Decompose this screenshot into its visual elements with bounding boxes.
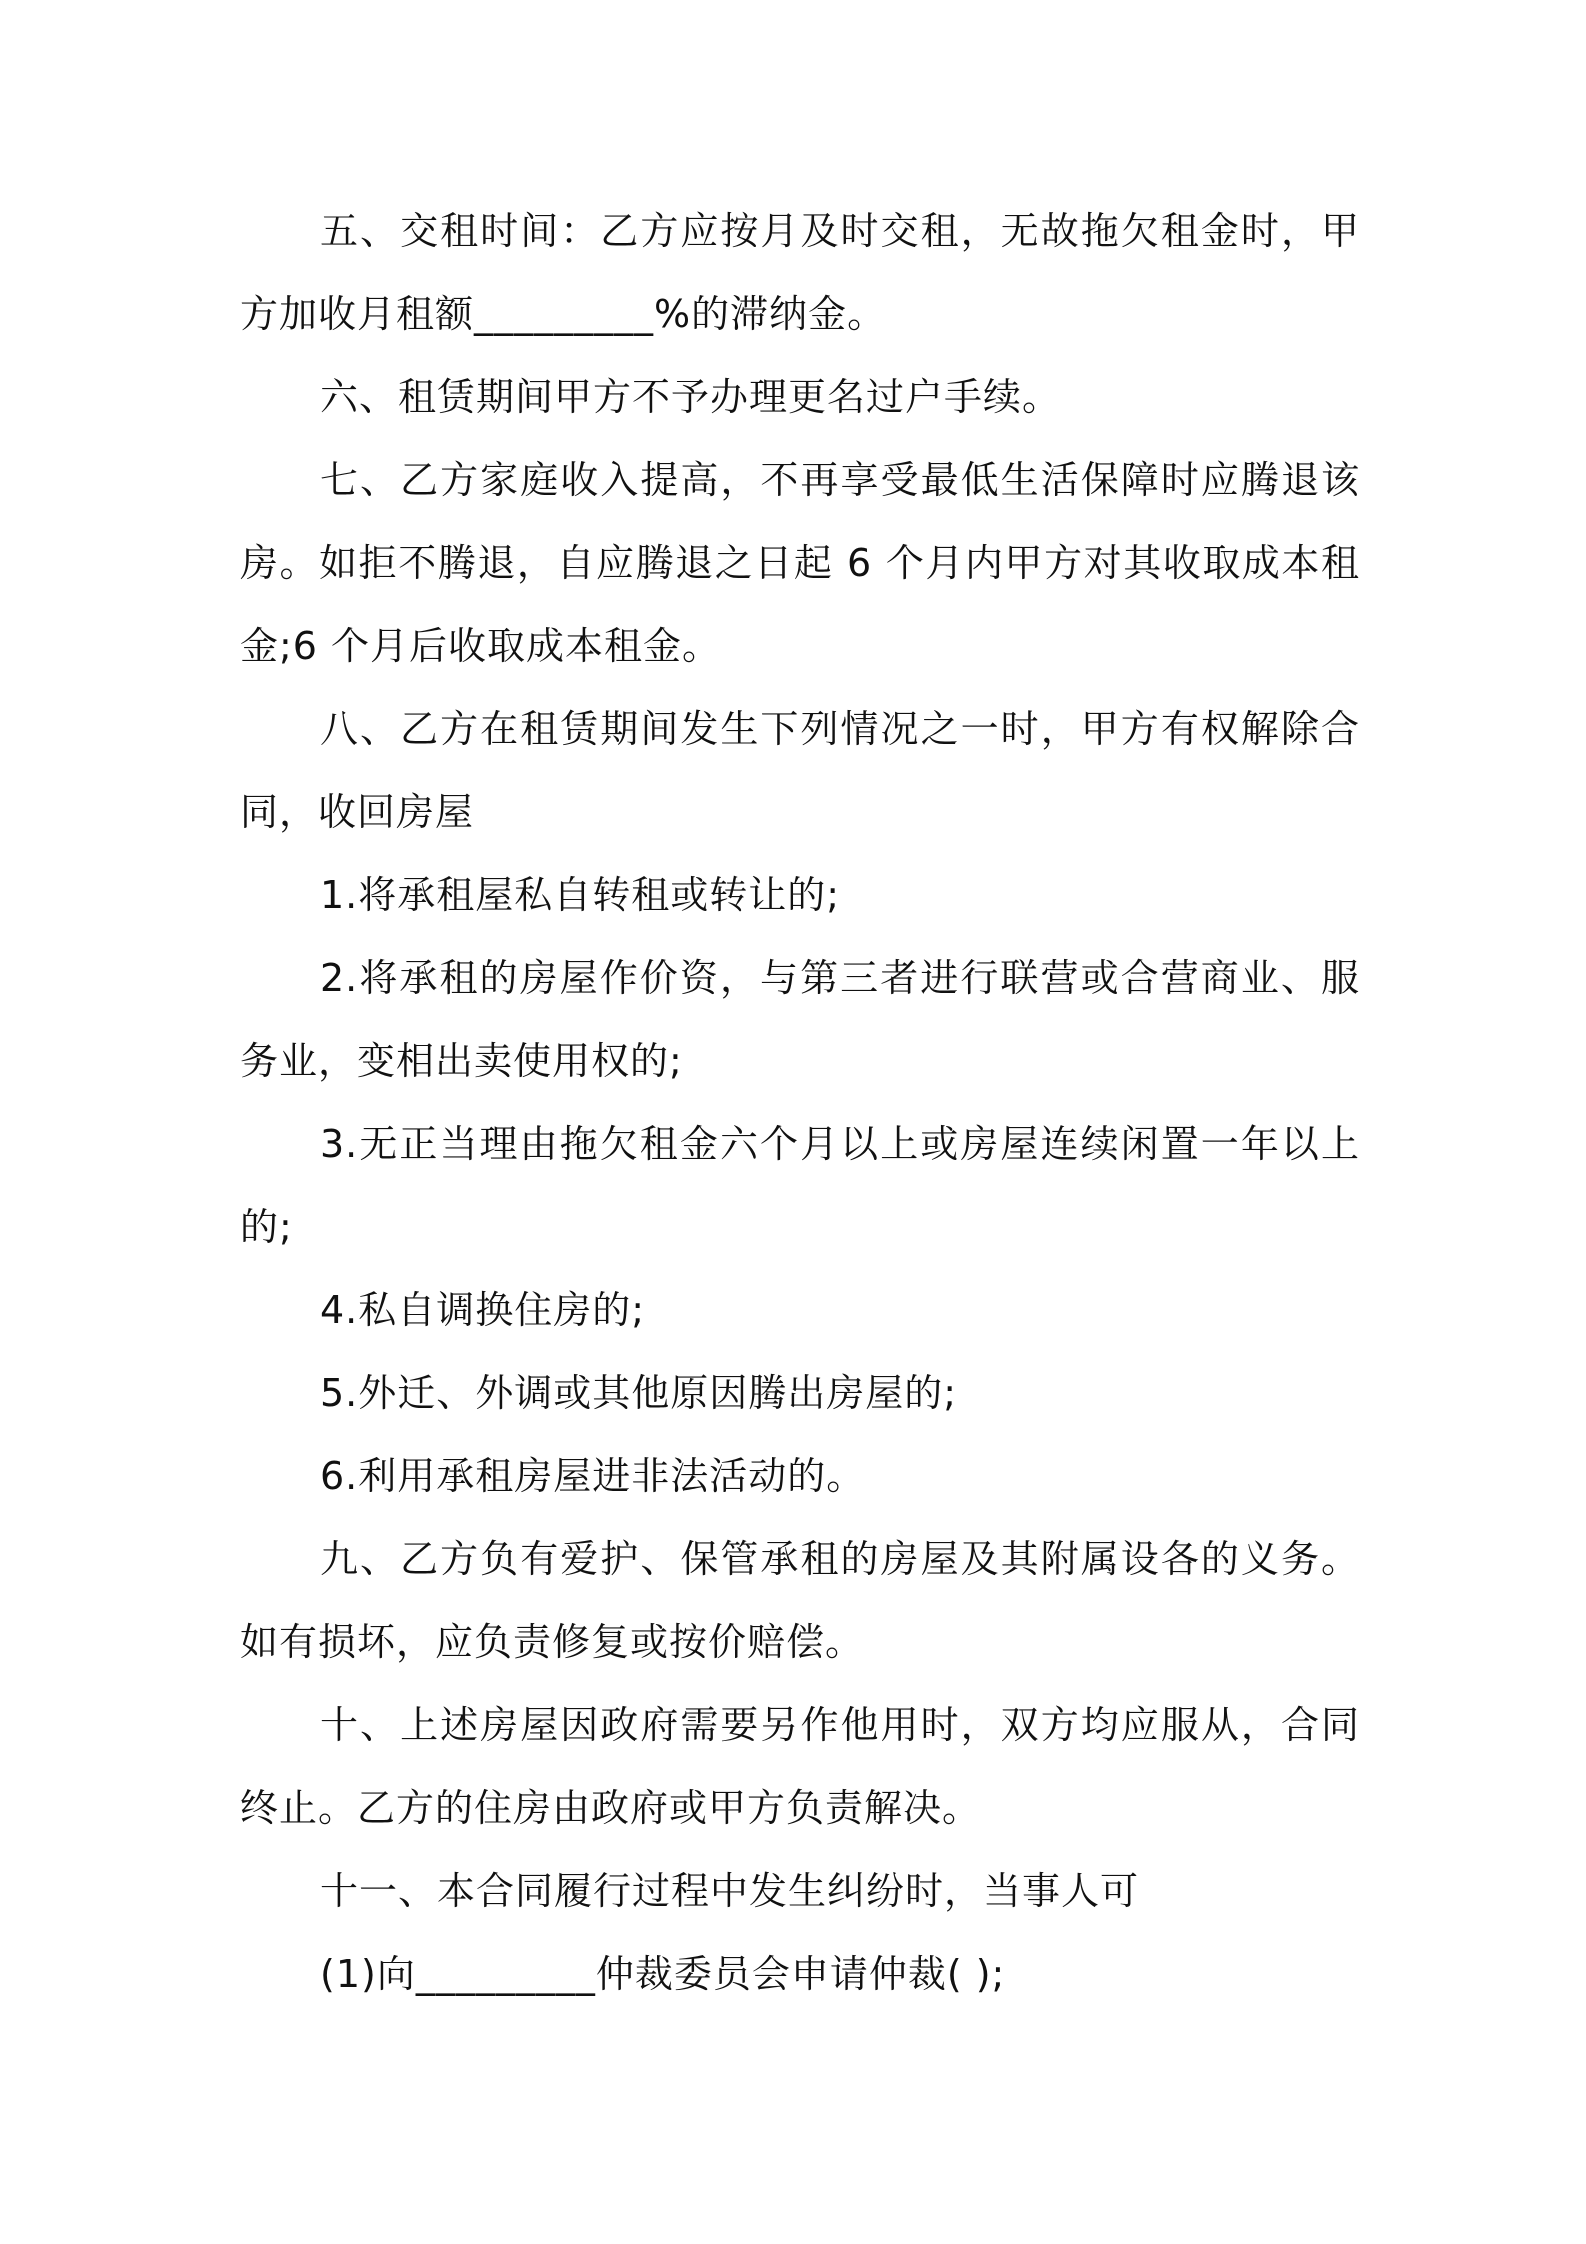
clause-8-item-6: 6.利用承租房屋进非法活动的。 (320, 1454, 866, 1498)
clause-8-item-2: 2.将承租的房屋作价资，与第三者进行联营或合营商业、服务业，变相出卖使用权的; (240, 956, 1360, 1083)
clause-11-disputes: 十一、本合同履行过程中发生纠纷时，当事人可 (320, 1869, 1140, 1913)
clause-11-item-1: (1)向_________仲裁委员会申请仲裁( ); (320, 1952, 1006, 1996)
clause-8-item-3: 3.无正当理由拖欠租金六个月以上或房屋连续闲置一年以上的; (240, 1122, 1360, 1249)
document-body (240, 190, 1360, 2016)
clause-7-income-increase: 七、乙方家庭收入提高，不再享受最低生活保障时应腾退该房。如拒不腾退，自应腾退之日起 6 个月内甲方对其收取成本租金;6 个月后收取成本租金。 (240, 458, 1360, 668)
clause-5-rent-payment: 五、交租时间：乙方应按月及时交租，无故拖欠租金时，甲方加收月租额_________%的滞纳金。 (240, 209, 1360, 336)
clause-8-item-5: 5.外迁、外调或其他原因腾出房屋的; (320, 1371, 958, 1415)
clause-8-item-4: 4.私自调换住房的; (320, 1288, 646, 1332)
clause-9-maintenance: 九、乙方负有爱护、保管承租的房屋及其附属设各的义务。如有损坏，应负责修复或按价赔偿。 (240, 1537, 1360, 1664)
clause-8-termination: 八、乙方在租赁期间发生下列情况之一时，甲方有权解除合同，收回房屋 (240, 707, 1360, 834)
clause-8-item-1: 1.将承租屋私自转租或转让的; (320, 873, 841, 917)
clause-10-government-use: 十、上述房屋因政府需要另作他用时，双方均应服从，合同终止。乙方的住房由政府或甲方负责解决。 (240, 1703, 1360, 1830)
clause-6-no-transfer: 六、租赁期间甲方不予办理更名过户手续。 (320, 375, 1062, 419)
